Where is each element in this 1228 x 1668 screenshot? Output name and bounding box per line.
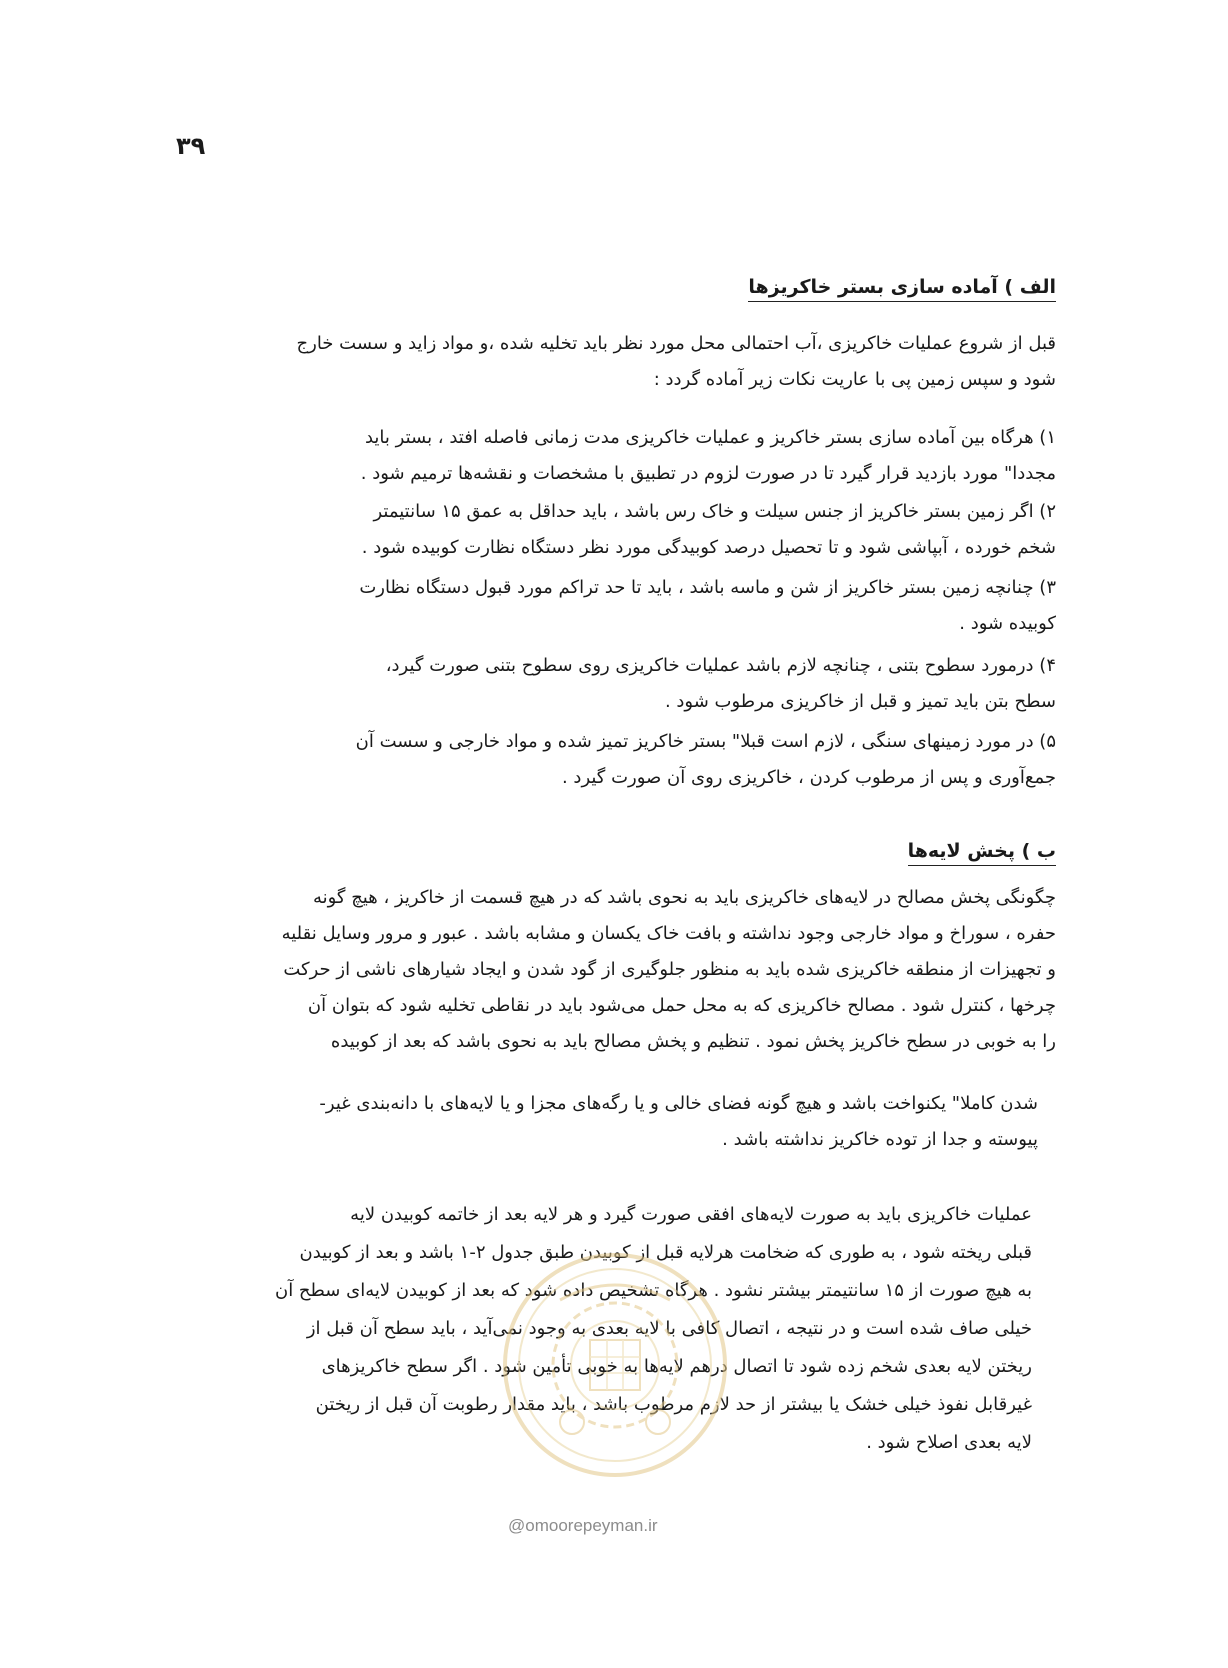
text-line: شود و سپس زمین پی با عاریت نکات زیر آماده گردد :	[653, 369, 1056, 390]
text-line: ۱) هرگاه بین آماده سازی بستر خاکریز و عملیات خاکریزی مدت زمانی فاصله افتد ، بستر باید	[364, 427, 1056, 448]
text-line: ۵) در مورد زمینهای سنگی ، لازم است قبلا" بستر خاکریز تمیز شده و مواد خارجی و سست آن	[355, 731, 1056, 752]
text-line: حفره ، سوراخ و مواد خارجی وجود نداشته و بافت خاک یکسان و مشابه باشد . عبور و مرور وسایل نقلیه	[281, 923, 1056, 944]
text-line: را به خوبی در سطح خاکریز پخش نمود . تنظیم و پخش مصالح باید به نحوی باشد که بعد از کوبیده	[330, 1031, 1056, 1052]
section-a-heading: الف ) آماده سازی بستر خاکریزها	[748, 276, 1056, 302]
text-line: شدن کاملا" یکنواخت باشد و هیچ گونه فضای خالی و یا رگه‌های مجزا و یا لایه‌های با دانه‌بندی غیر-	[319, 1093, 1038, 1114]
text-line: قبل از شروع عملیات خاکریزی ،آب احتمالی محل مورد نظر باید تخلیه شده ،و مواد زاید و سست خارج	[296, 333, 1056, 354]
text-line: پیوسته و جدا از توده خاکریز نداشته باشد .	[722, 1129, 1038, 1150]
list-item-1	[190, 420, 1056, 492]
list-item-2	[190, 494, 1056, 566]
text-line: چگونگی پخش مصالح در لایه‌های خاکریزی باید به نحوی باشد که در هیچ قسمت از خاکریز ، هیچ گونه	[312, 887, 1056, 908]
section-b-paragraph-2	[176, 1086, 1038, 1158]
text-line: قبلی ریخته شود ، به طوری که ضخامت هرلایه قبل از کوبیدن طبق جدول ۲-۱ باشد و بعد از کوبیدن	[299, 1242, 1032, 1263]
text-line: جمع‌آوری و پس از مرطوب کردن ، خاکریزی روی آن صورت گیرد .	[561, 767, 1056, 788]
section-a-intro	[190, 326, 1056, 398]
list-item-4	[190, 648, 1056, 720]
page-number: ۳۹	[176, 132, 206, 160]
section-b-heading: ب ) پخش لایه‌ها	[908, 840, 1056, 866]
text-line: لایه بعدی اصلاح شود .	[866, 1432, 1032, 1453]
watermark-stamp-icon	[500, 1250, 730, 1480]
text-line: مجددا" مورد بازدید قرار گیرد تا در صورت لزوم در تطبیق با مشخصات و نقشه‌ها ترمیم شود .	[360, 463, 1056, 484]
text-line: چرخها ، کنترل شود . مصالح خاکریزی که به محل حمل می‌شود باید در نقاطی تخلیه شود که بتوان آن	[307, 995, 1056, 1016]
text-line: عملیات خاکریزی باید به صورت لایه‌های افقی صورت گیرد و هر لایه بعد از خاتمه کوبیدن لایه	[350, 1204, 1032, 1225]
list-item-5	[190, 724, 1056, 796]
text-line: و تجهیزات از منطقه خاکریزی شده باید به منظور جلوگیری از گود شدن و ایجاد شیارهای ناشی از حرکت	[283, 959, 1056, 980]
text-line: ۳) چنانچه زمین بستر خاکریز از شن و ماسه باشد ، باید تا حد تراکم مورد قبول دستگاه نظارت	[359, 577, 1056, 598]
text-line: کوبیده شود .	[959, 613, 1056, 634]
text-line: سطح بتن باید تمیز و قبل از خاکریزی مرطوب شود .	[664, 691, 1056, 712]
text-line: ۲) اگر زمین بستر خاکریز از جنس سیلت و خاک رس باشد ، باید حداقل به عمق ۱۵ سانتیمتر	[373, 501, 1056, 522]
text-line: خیلی صاف شده است و در نتیجه ، اتصال کافی با لایه بعدی به وجود نمی‌آید ، باید سطح آن قبل از	[306, 1318, 1032, 1339]
text-line: ۴) درمورد سطوح بتنی ، چنانچه لازم باشد عملیات خاکریزی روی سطوح بتنی صورت گیرد،	[385, 655, 1056, 676]
text-line: به هیچ صورت از ۱۵ سانتیمتر بیشتر نشود . هرگاه تشخیص داده شود که بعد از کوبیدن لایه‌ای سطح آن	[274, 1280, 1032, 1301]
watermark-url: @omoorepeyman.ir	[508, 1516, 658, 1535]
text-line: غیرقابل نفوذ خیلی خشک یا بیشتر از حد لازم مرطوب باشد ، باید مقدار رطوبت آن قبل از ریختن	[315, 1394, 1032, 1415]
text-line: شخم خورده ، آبپاشی شود و تا تحصیل درصد کوبیدگی مورد نظر دستگاه نظارت کوبیده شود .	[361, 537, 1056, 558]
section-b-paragraph-1	[188, 880, 1056, 1060]
list-item-3	[190, 570, 1056, 642]
text-line: ریختن لایه بعدی شخم زده شود تا اتصال درهم لایه‌ها به خوبی تأمین شود . اگر سطح خاکریزهای	[321, 1356, 1032, 1377]
